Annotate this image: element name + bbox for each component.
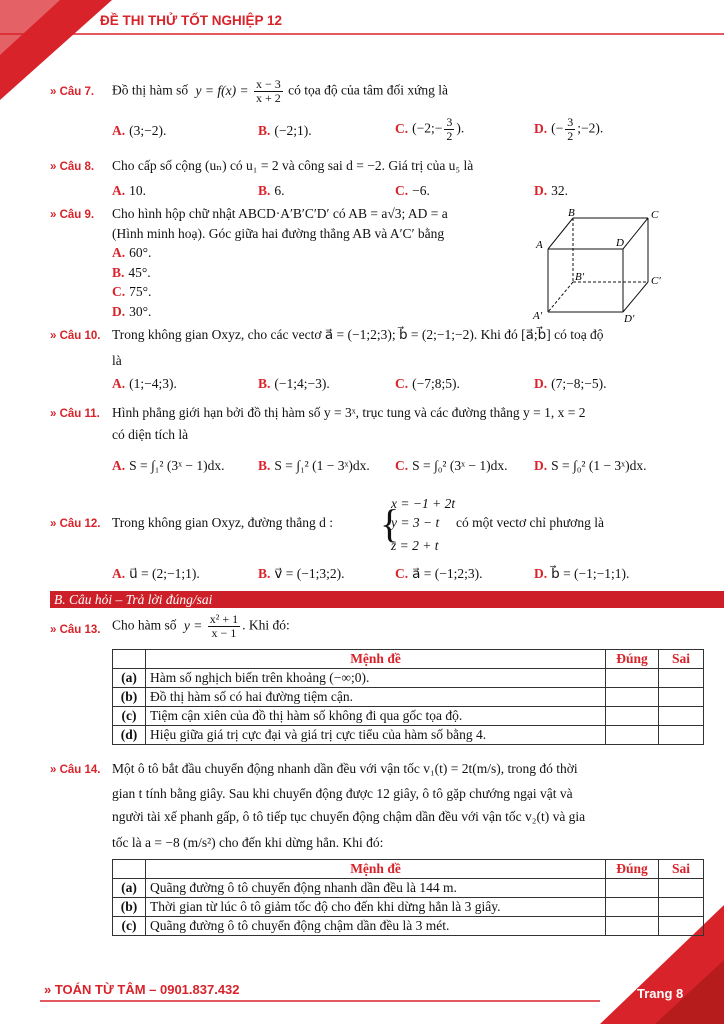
question-7-label: » Câu 7. <box>50 86 95 98</box>
vertex-label-b: B <box>568 207 575 219</box>
true-cell[interactable] <box>606 726 659 745</box>
footer-brand: » TOÁN TỪ TÂM – 0901.837.432 <box>44 982 240 997</box>
question-14-line4: tốc là a = −8 (m/s²) cho đến khi dừng hẳn. Khi đó: <box>112 835 384 850</box>
vertex-label-a: A <box>536 239 543 251</box>
q8-option-b[interactable]: B. 6. <box>258 183 285 198</box>
question-7-text: Đồ thị hàm số y = f(x) = $\frac{x - 3}{x + 2}$ có tọa độ của tâm đối xứng là <box>112 77 449 105</box>
q12-option-b[interactable]: B. v⃗ = (−1;3;2). <box>258 566 345 581</box>
true-cell[interactable] <box>606 707 659 726</box>
q12-option-a[interactable]: A. u⃗ = (2;−1;1). <box>112 566 200 581</box>
q8-option-d[interactable]: D. 32. <box>534 183 568 198</box>
q10-option-b[interactable]: B. (−1;4;−3). <box>258 376 330 391</box>
q11-option-b[interactable]: B. S = ∫₁² (1 − 3ˣ)dx. <box>258 458 370 473</box>
system-brace: { <box>380 501 400 546</box>
vertex-label-c: C <box>651 209 659 221</box>
q11-option-a[interactable]: A. S = ∫₁² (3ˣ − 1)dx. <box>112 458 225 473</box>
table-row: (c) Quãng đường ô tô chuyển động chậm dần đều là 3 mét. <box>113 917 704 936</box>
system-eq-3: z = 2 + t <box>391 538 439 553</box>
false-cell[interactable] <box>659 688 704 707</box>
question-9-line2: (Hình minh hoạ). Góc giữa hai đường thẳng AB và A′C′ bằng <box>112 226 445 241</box>
question-14-label: » Câu 14. <box>50 764 101 776</box>
false-cell[interactable] <box>659 917 704 936</box>
q12-option-c[interactable]: C. a⃗ = (−1;2;3). <box>395 566 483 581</box>
q10-option-a[interactable]: A. (1;−4;3). <box>112 376 177 391</box>
system-eq-2: y = 3 − t <box>391 515 440 530</box>
q8-option-a[interactable]: A. 10. <box>112 183 146 198</box>
q13-truth-table: Mệnh đề Đúng Sai (a) Hàm số nghịch biến trên khoảng (−∞;0). (b) Đồ thị hàm số có hai đường tiệm cận. (c) Tiệm cận xiên của đồ thị hàm số không đi qua gốc tọa độ. (d) Hiệu giữa giá trị cực đại và giá trị cực tiểu của hàm số bằng 4. <box>112 649 704 745</box>
vertex-label-d: D <box>616 237 624 249</box>
table-row: (a) Hàm số nghịch biến trên khoảng (−∞;0). <box>113 669 704 688</box>
vertex-label-b-prime: B′ <box>575 271 585 283</box>
cuboid-figure <box>528 204 668 326</box>
question-11-label: » Câu 11. <box>50 408 100 420</box>
q10-option-d[interactable]: D. (7;−8;−5). <box>534 376 607 391</box>
question-12-text-a: Trong không gian Oxyz, đường thẳng d : <box>112 515 333 530</box>
question-8-label: » Câu 8. <box>50 161 95 173</box>
q9-option-a[interactable]: A. 60°. <box>112 245 152 260</box>
q11-option-c[interactable]: C. S = ∫₀² (3ˣ − 1)dx. <box>395 458 508 473</box>
question-10-line1: Trong không gian Oxyz, cho các vectơ a⃗ = (−1;2;3); b⃗ = (2;−1;−2). Khi đó [a⃗;b⃗] có toạ độ <box>112 327 604 342</box>
q10-option-c[interactable]: C. (−7;8;5). <box>395 376 460 391</box>
table-row: (a) Quãng đường ô tô chuyển động nhanh dần đều là 144 m. <box>113 879 704 898</box>
table-row: (b) Thời gian từ lúc ô tô giảm tốc độ cho đến khi dừng hẳn là 3 giây. <box>113 898 704 917</box>
q9-option-b[interactable]: B. 45°. <box>112 265 151 280</box>
table-row: (c) Tiệm cận xiên của đồ thị hàm số không đi qua gốc tọa độ. <box>113 707 704 726</box>
q7-option-d[interactable]: D. (− $\frac{3}{2}$ ;−2). <box>534 115 604 143</box>
vertex-label-c-prime: C′ <box>651 275 661 287</box>
q7-option-a[interactable]: A. (3;−2). <box>112 123 167 138</box>
true-cell[interactable] <box>606 898 659 917</box>
question-10-label: » Câu 10. <box>50 330 101 342</box>
false-cell[interactable] <box>659 898 704 917</box>
question-9-line1: Cho hình hộp chữ nhật ABCD·A′B′C′D′ có AB = a√3; AD = a <box>112 206 448 221</box>
question-9-label: » Câu 9. <box>50 209 95 221</box>
q7-option-b[interactable]: B. (−2;1). <box>258 123 312 138</box>
q9-option-d[interactable]: D. 30°. <box>112 304 152 319</box>
question-11-line1: Hình phẳng giới hạn bởi đồ thị hàm số y = 3ˣ, trục tung và các đường thẳng y = 1, x = 2 <box>112 405 586 420</box>
true-cell[interactable] <box>606 879 659 898</box>
question-8-text: Cho cấp số cộng (uₙ) có u₁ = 2 và công sai d = −2. Giá trị của u₅ là <box>112 158 474 173</box>
false-cell[interactable] <box>659 879 704 898</box>
false-cell[interactable] <box>659 726 704 745</box>
question-10-line2: là <box>112 353 122 368</box>
question-11-line2: có diện tích là <box>112 427 189 442</box>
page-number: Trang 8 <box>637 986 684 1001</box>
question-14-line2: gian t tính bằng giây. Sau khi chuyển động được 12 giây, ô tô gặp chướng ngại vật và <box>112 786 573 801</box>
question-13-label: » Câu 13. <box>50 624 101 636</box>
q8-option-c[interactable]: C. −6. <box>395 183 430 198</box>
vertex-label-d-prime: D′ <box>624 313 635 325</box>
question-14-line3: người tài xế phanh gấp, ô tô tiếp tục chuyển động chậm dần đều với vận tốc v₂(t) và gia <box>112 809 586 824</box>
question-13-text: Cho hàm số y = $\frac{\text{x² + 1}}{x - 1}$ . Khi đó: <box>112 612 290 640</box>
question-12-label: » Câu 12. <box>50 518 101 530</box>
q14-truth-table: Mệnh đề Đúng Sai (a) Quãng đường ô tô chuyển động nhanh dần đều là 144 m. (b) Thời gian từ lúc ô tô giảm tốc độ cho đến khi dừng hẳn là 3 giây. (c) Quãng đường ô tô chuyển động chậm dần đều là 3 mét. <box>112 859 704 936</box>
question-14-line1: Một ô tô bắt đầu chuyển động nhanh dần đều với vận tốc v₁(t) = 2t(m/s), trong đó thời <box>112 761 578 776</box>
false-cell[interactable] <box>659 707 704 726</box>
q12-option-d[interactable]: D. b⃗ = (−1;−1;1). <box>534 566 630 581</box>
false-cell[interactable] <box>659 669 704 688</box>
q11-option-d[interactable]: D. S = ∫₀² (1 − 3ˣ)dx. <box>534 458 647 473</box>
question-12-text-b: có một vectơ chỉ phương là <box>456 515 604 530</box>
q9-option-c[interactable]: C. 75°. <box>112 284 152 299</box>
section-b-header: B. Câu hỏi – Trả lời đúng/sai <box>50 591 724 608</box>
vertex-label-a-prime: A′ <box>533 310 543 322</box>
q7-option-c[interactable]: C. (−2;− $\frac{3}{2}$ ). <box>395 115 465 143</box>
true-cell[interactable] <box>606 917 659 936</box>
true-cell[interactable] <box>606 688 659 707</box>
table-row: (d) Hiệu giữa giá trị cực đại và giá trị cực tiểu của hàm số bằng 4. <box>113 726 704 745</box>
true-cell[interactable] <box>606 669 659 688</box>
table-row: (b) Đồ thị hàm số có hai đường tiệm cận. <box>113 688 704 707</box>
page-header-title: ĐỀ THI THỬ TỐT NGHIỆP 12 <box>100 13 282 28</box>
system-eq-1: x = −1 + 2t <box>391 496 456 511</box>
